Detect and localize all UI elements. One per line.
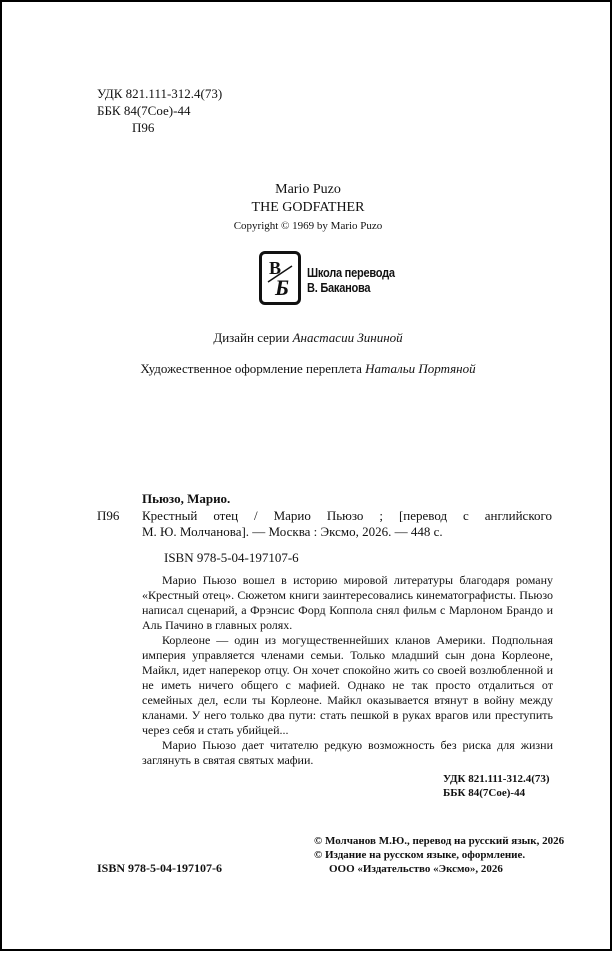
footer-copyright-edition: © Издание на русском языке, оформление.: [314, 849, 526, 861]
cover-credit-prefix: Художественное оформление переплета: [140, 361, 362, 376]
original-author: Mario Puzo: [275, 182, 341, 197]
header-author-mark: П96: [132, 120, 155, 135]
design-credit: [2, 330, 614, 346]
bibliography-line-2: М. Ю. Молчанова]. — Москва : Эксмо, 2026. — 448 с.: [142, 524, 443, 539]
translation-school-logo-mark: [259, 251, 301, 305]
annotation-paragraph-2: Корлеоне — один из могущественнейших кланов Америки. Подпольная империя управляется членами семьи. Только младший сын дона Корлеоне, Майкл, идет наперекор отцу. Он хочет спокойно жить со своей возлюбленной и не иметь ничего общего с мафией. Однако не так просто отдалиться от семейных дел, если ты Корлеоне. Майкл оказывается втянут в войну между кланами. У него только два пути: стать пешкой в руках врагов или преступить через себя и стать убийцей...: [142, 633, 553, 737]
translation-school-logo-text: [307, 265, 395, 295]
bibliography-isbn: ISBN 978-5-04-197107-6: [164, 550, 299, 565]
header-bbk: ББК 84(7Сое)-44: [97, 103, 191, 118]
svg-text:В: В: [269, 258, 282, 278]
header-udk: УДК 821.111-312.4(73): [97, 86, 223, 101]
annotation: [142, 573, 553, 768]
footer-copyright-publisher: ООО «Издательство «Эксмо», 2026: [329, 863, 503, 875]
bibliography-line-1: Крестный отец / Марио Пьюзо ; [перевод с английского: [142, 508, 552, 523]
logo-line-1: Школа перевода: [307, 265, 395, 280]
cover-credit-name: Натальи Портяной: [365, 361, 476, 376]
cover-credit: [2, 361, 614, 377]
bibliography-heading: Пьюзо, Марио.: [142, 491, 231, 506]
bibliography-author-mark: П96: [97, 508, 120, 523]
original-copyright: Copyright © 1969 by Mario Puzo: [233, 220, 383, 232]
footer-udk: УДК 821.111-312.4(73): [443, 773, 550, 785]
original-title: THE GODFATHER: [251, 200, 365, 215]
footer-copyright-translation: © Молчанов М.Ю., перевод на русский язык, 2026: [314, 835, 565, 847]
logo-line-2: В. Баканова: [307, 280, 371, 295]
svg-text:Б: Б: [275, 275, 289, 300]
bibliography-record: [142, 508, 552, 540]
footer-bbk: ББК 84(7Сое)-44: [443, 787, 526, 799]
design-credit-prefix: Дизайн серии: [213, 330, 290, 345]
vb-monogram-icon: [262, 254, 298, 302]
footer-isbn: ISBN 978-5-04-197107-6: [97, 861, 222, 875]
annotation-paragraph-3: Марио Пьюзо дает читателю редкую возможность без риска для жизни заглянуть в святая святых мафии.: [142, 738, 553, 767]
annotation-paragraph-1: Марио Пьюзо вошел в историю мировой литературы благодаря роману «Крестный отец». Сюжетом книги заинтересовались кинематографисты. Пьюзо написал сценарий, а Фрэнсис Форд Коппола снял фильм с Марлоном Брандо и Аль Пачино в главных ролях.: [142, 573, 553, 632]
design-credit-name: Анастасии Зининой: [292, 330, 403, 345]
